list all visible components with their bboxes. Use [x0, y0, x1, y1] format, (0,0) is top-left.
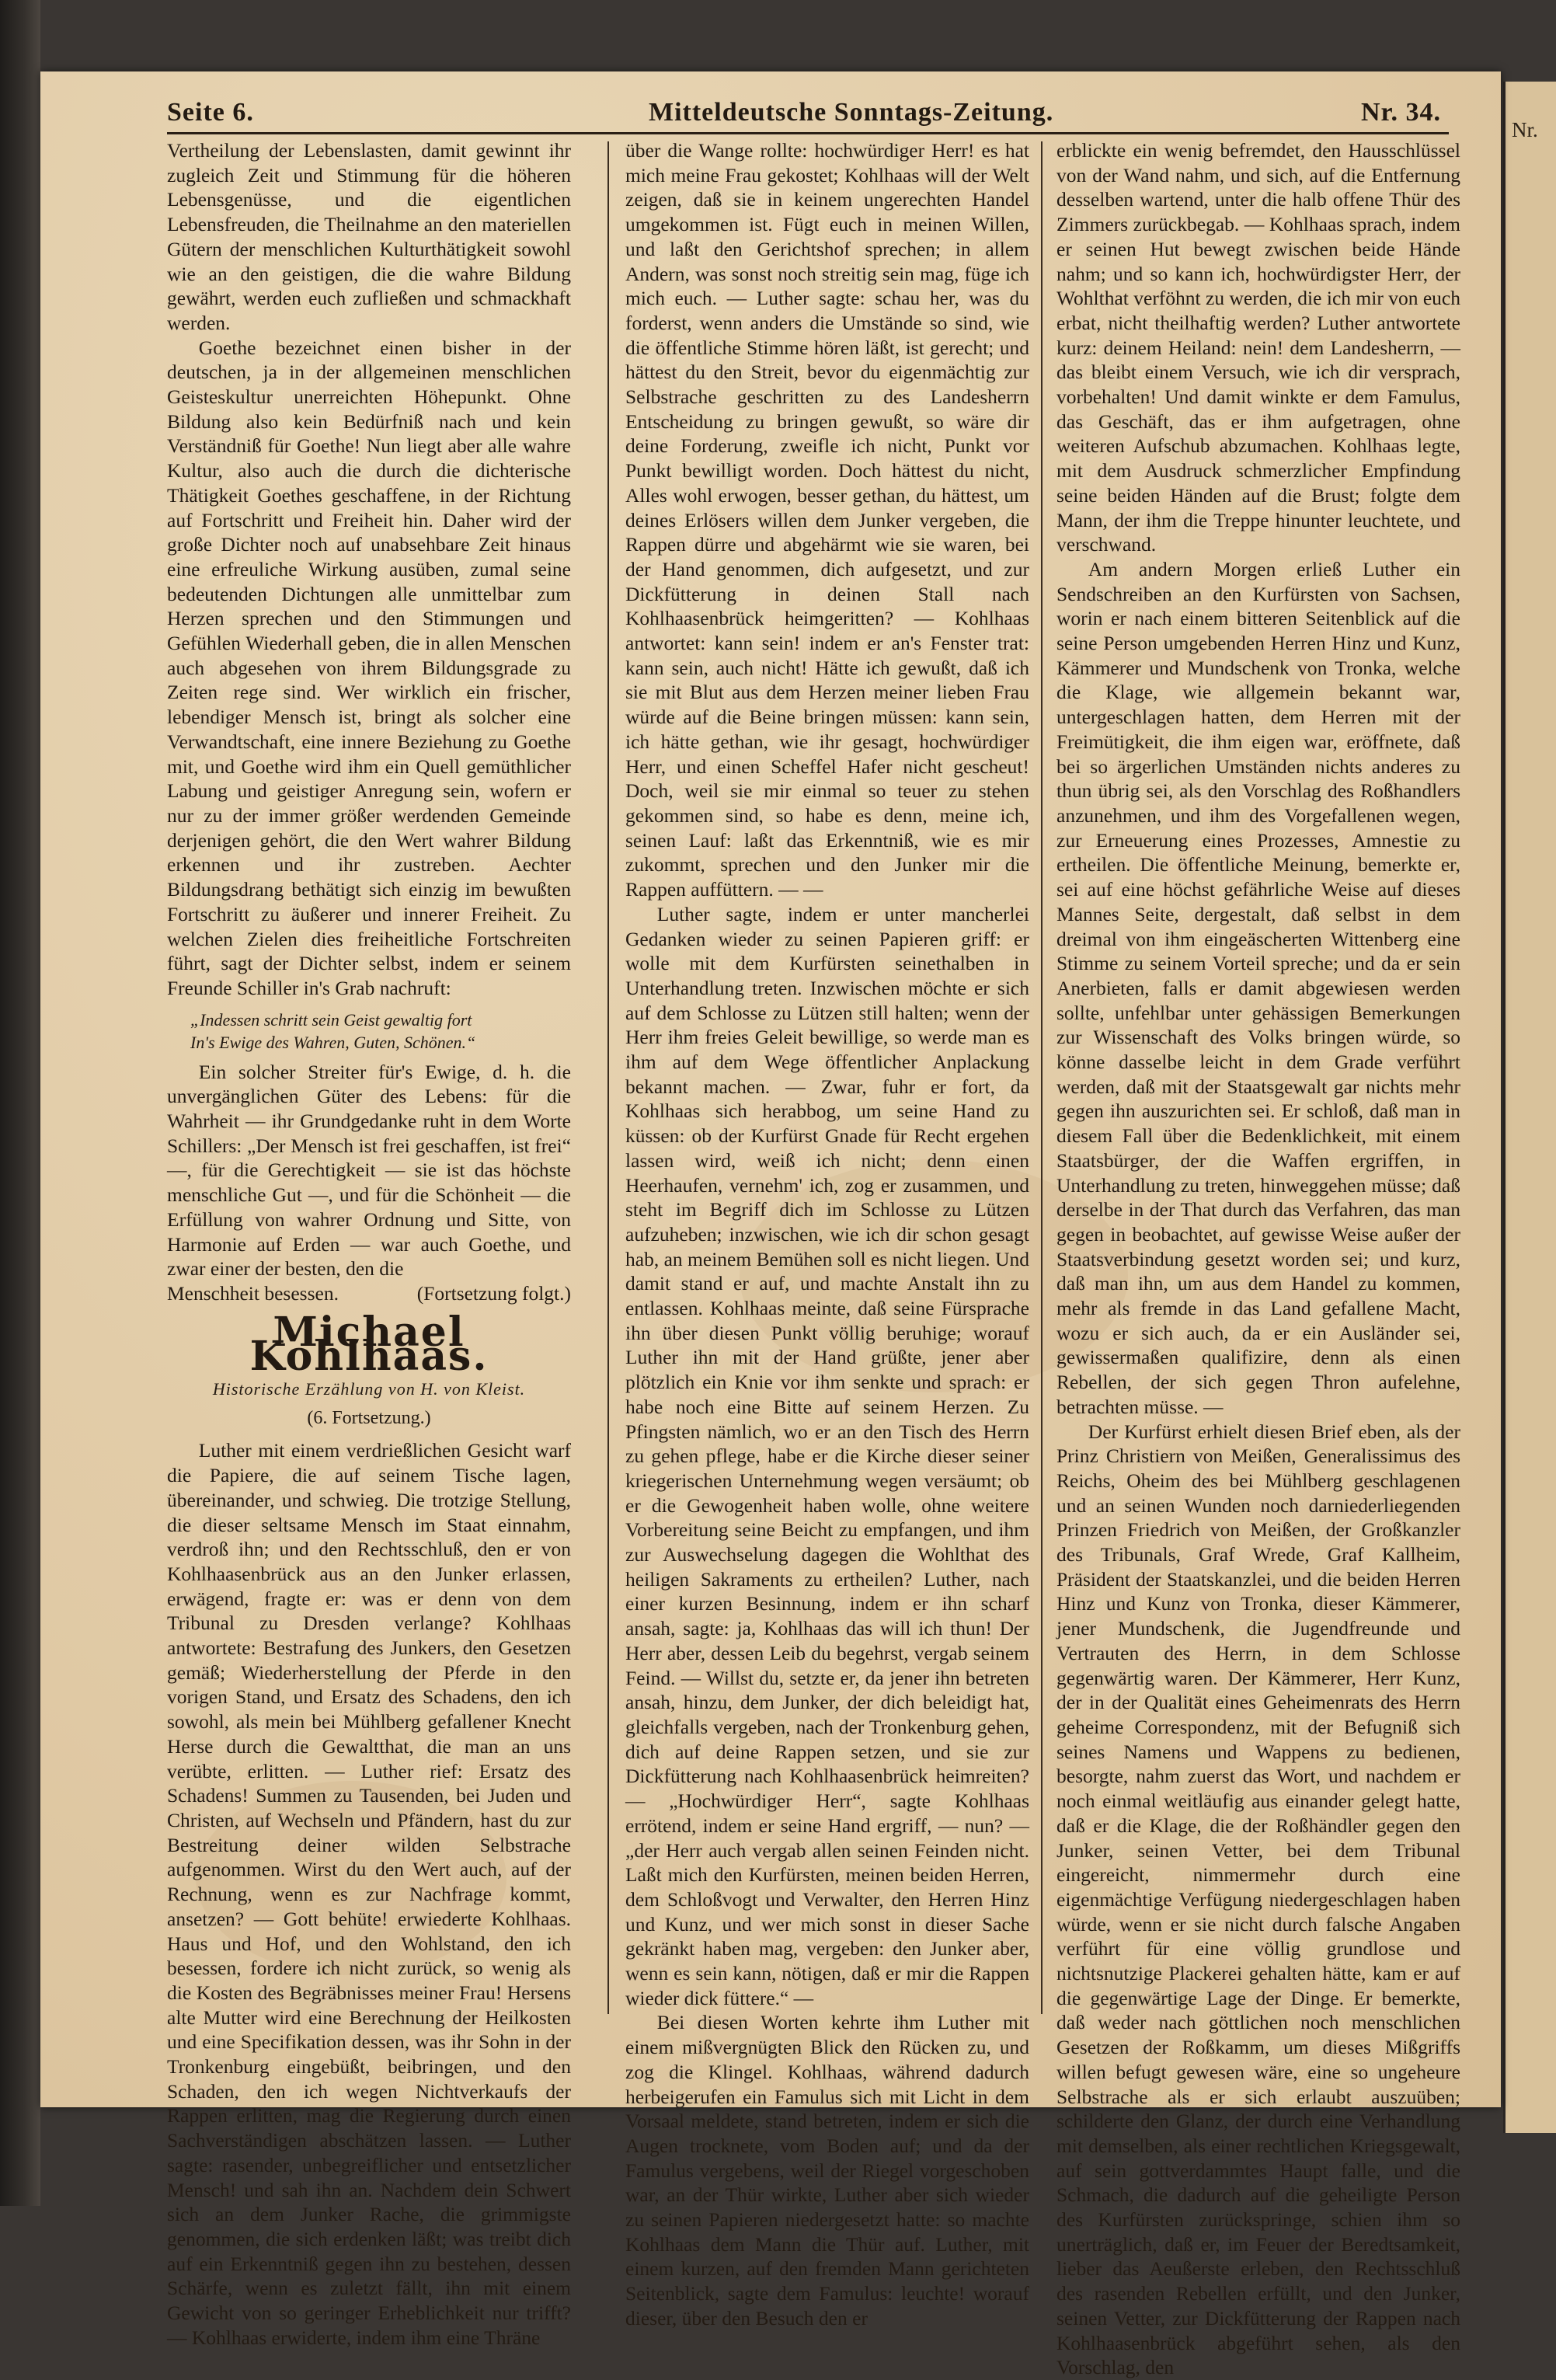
- column-3: [1056, 138, 1460, 2379]
- story-paragraph: über die Wange rollte: hochwürdiger Herr! es hat mich meine Frau gekostet; Kohlhaas will der Welt zeigen, daß sie in keinem ungerechten Handel umgekommen ist. Fügt euch in meinen Willen, und laßt den Gerichtshof sprechen; in allem Andern, was sonst noch streitig sein mag, füge ich mich euch. — Luther sagte: schau her, was du forderst, wenn anders die Umstände so sind, wie die öffentliche Stimme hören läßt, ist gerecht; und hättest du den Streit, bevor du eigenmächtig zur Selbstrache geschritten zu des Landesherrn Entscheidung zu bringen gewußt, so wäre dir deine Forderung, zweifle ich nicht, Punkt vor Punkt bewilligt worden. Doch hättest du nicht, Alles wohl erwogen, besser gethan, du hättest, um deines Erlösers willen dem Junker vergeben, die Rappen dürre und abgehärmt wie sie waren, bei der Hand genommen, dich aufgesetzt, und zur Dickfütterung in deinen Stall nach Kohlhaasenbrück heimgeritten? — Kohlhaas antwortet: kann sein! indem er an's Fenster trat: kann sein, auch nicht! Hätte ich gewußt, daß ich sie mit Blut aus dem Herzen meiner lieben Frau würde auf die Beine bringen müssen: kann sein, ich hätte gethan, wie ihr gesagt, hochwürdiger Herr, und einen Scheffel Hafer nicht gescheut! Doch, weil sie mir einmal so teuer zu stehen gekommen sind, so habe es denn, meine ich, seinen Lauf: laßt das Erkenntniß, wie es mir zukommt, sprechen und den Junker mir die Rappen auffüttern. — —: [625, 139, 1029, 901]
- book-spine: [0, 0, 40, 2206]
- article-paragraph: Vertheilung der Lebenslasten, damit gewinnt ihr zugleich Zeit und Stimmung für die höheren Lebensgenüsse, und die eigentlichen Lebensfreuden, die Theilnahme an den materiellen Gütern der menschlichen Kulturthätigkeit sowohl wie an den geistigen, die die wahre Bildung gewährt, werden euch zufließen und schmackhaft werden.: [167, 139, 571, 334]
- signoff-text: Menschheit besessen.: [167, 1281, 339, 1305]
- poem-quote: [190, 1009, 571, 1054]
- story-installment: (6. Fortsetzung.): [307, 1407, 431, 1428]
- story-paragraph: erblickte ein wenig befremdet, den Hausschlüssel von der Wand nahm, und sich, auf die Entfernung desselben wartend, unter die halb offene Thür des Zimmers zurückbegab. — Kohlhaas sprach, indem er seinen Hut bewegt zwischen beide Hände nahm; und so kann ich, hochwürdigster Herr, der Wohlthat verföhnt zu werden, die ich mir von euch erbat, nicht theilhaftig werden? Luther antwortete kurz: deinem Heiland: nein! dem Landesherrn, — das bleibt einem Versuch, wie ich dir versprach, vorbehalten! Und damit winkte er dem Famulus, das Geschäft, das er ihm aufgetragen, ohne weiteren Aufschub abzumachen. Kohlhaas legte, mit dem Ausdruck schmerzlicher Empfindung seine beiden Händen auf die Brust; folgte dem Mann, der ihm die Treppe hinunter leuchtete, und verschwand.: [1056, 139, 1460, 556]
- newspaper-title: Mitteldeutsche Sonntags-Zeitung.: [649, 98, 1054, 127]
- issue-number: Nr. 34.: [1360, 98, 1441, 127]
- adjacent-page-number: Nr.: [1512, 118, 1538, 141]
- adjacent-page-edge: [1503, 82, 1556, 2133]
- column-1: [167, 138, 571, 2349]
- story-title: Michael Kohlhaas.: [249, 1308, 489, 1381]
- quote-line: „Indessen schritt sein Geist gewaltig fort: [190, 1009, 472, 1030]
- page-header: [167, 93, 1449, 134]
- continued-note: (Fortsetzung folgt.): [416, 1281, 571, 1305]
- article-paragraph: Ein solcher Streiter für's Ewige, d. h. die unvergänglichen Güter des Lebens: für die Wahrheit — ihr Grundgedanke ruht in dem Worte Schillers: „Der Mensch ist frei geschaffen, ist frei“ —, für die Gerechtigkeit — sie ist das höchste menschliche Gut —, und für die Schönheit — die Erfüllung von wahrer Ordnung und Sitte, von Harmonie auf Erden — war auch Goethe, und zwar einer der besten, den die: [167, 1060, 571, 1281]
- article-paragraph: Goethe bezeichnet einen bisher in der deutschen, ja in der allgemeinen menschlichen Geisteskultur unerreichten Höhepunkt. Ohne Bildung also kein Bedürfniß nach und kein Verständniß für Goethe! Nun liegt aber alle wahre Kultur, also auch die durch die dichterische Thätigkeit Goethes geschaffene, in der Richtung auf Fortschritt und Freiheit hin. Daher wird der große Dichter noch auf unabsehbare Zeit hinaus eine erfreuliche Wirkung ausüben, zumal seine bedeutenden Dichtungen alle unmittelbar zum Herzen sprechen und den Stimmungen und Gefühlen Wiederhall geben, die in allen Menschen auch abgesehen von ihrem Bildungsgrade zu Zeiten rege sind. Wer wirklich ein frischer, lebendiger Mensch ist, bringt als solcher eine Verwandtschaft, eine innere Beziehung zu Goethe mit, und Goethe wird ihm ein Quell gemüthlicher Labung und geistiger Anregung sein, wofern er nur zu der immer größer werdenden Gemeinde derjenigen gehört, die den Wert wahrer Bildung erkennen und ihr zustreben. Aechter Bildungsdrang bethätigt sich einzig im bewußten Fortschritt zu äußerer und innerer Freiheit. Zu welchen Zielen dies freiheitliche Fortschreiten führt, sagt der Dichter selbst, indem er seinem Freunde Schiller in's Grab nachruft:: [167, 336, 571, 999]
- article-signoff: [167, 1281, 571, 1306]
- story-paragraph: Am andern Morgen erließ Luther ein Sendschreiben an den Kurfürsten von Sachsen, worin er nach einem bitteren Seitenblick auf die seine Person umgebenden Herren Hinz und Kunz, Kämmerer und Mundschenk von Tronka, welche die Klage, wie allgemein bekannt war, untergeschlagen hatten, dem Herren mit der Freimütigkeit, die ihm eigen war, eröffnete, daß bei so ärgerlichen Umständen nichts anderes zu thun übrig sei, als den Vorschlag des Roßhandlers anzunehmen, und ihm des Vorgefallenen wegen, zur Erneuerung eines Prozesses, Amnestie zu ertheilen. Die öffentliche Meinung, bemerkte er, sei auf eine höchst gefährliche Weise auf dieses Mannes Seite, dergestalt, daß selbst in dem dreimal von ihm eingeäscherten Wittenberg eine Stimme zu seinem Vorteil spreche; und da er sein Anerbieten, falls er damit abgewiesen werden sollte, unfehlbar unter gehässigen Bemerkungen zur Wissenschaft des Volks bringen würde, so könne dasselbe leicht in dem Grade verführt werden, daß mit der Staatsgewalt gar nichts mehr gegen ihn auszurichten sei. Er schloß, daß man in diesem Fall über die Bedenklichkeit, mit einem Staatsbürger, der die Waffen ergriffen, in Unterhandlung zu treten, hinweggehen müsse; daß derselbe in der That durch das Verfahren, das man gegen in beobachtet, auf gewisse Weise außer der Staatsverbindung gesetzt worden sei; und kurz, daß man ihn, um aus dem Handel zu kommen, mehr als fremde in das Land gefallene Macht, wozu er sich auch, da er ein Ausländer sei, gewissermaßen qualifizire, denn als einen Rebellen, der sich gegen Thron aufelehne, betrachten müsse. —: [1056, 557, 1460, 1418]
- story-paragraph: Luther sagte, indem er unter mancherlei Gedanken wieder zu seinen Papieren griff: er wolle mit dem Kurfürsten seinethalben in Unterhandlung treten. Inzwischen möchte er sich auf dem Schlosse zu Lützen still halten; wenn der Herr ihm freies Geleit bewillige, so werde man es ihm auf dem Wege öffentlicher Anplackung bekannt machen. — Zwar, fuhr er fort, da Kohlhaas sich herabbog, um seine Hand zu küssen: ob der Kurfürst Gnade für Recht ergehen lassen wird, weiß ich nicht; denn einen Heerhaufen, vernehm' ich, zog er zusammen, und steht im Begriff dich im Schlosse zu Lützen aufzuheben; inzwischen, wie ich dir schon gesagt hab, an meinem Bemühen soll es nicht liegen. Und damit stand er auf, und machte Anstalt ihn zu entlassen. Kohlhaas meinte, daß seine Fürsprache ihn über diesen Punkt völlig beruhige; worauf Luther ihn mit der Hand grüßte, jener aber plötzlich ein Knie vor ihm senkte und sprach: er habe noch eine Bitte auf seinem Herzen. Zu Pfingsten nämlich, wo er an den Tisch des Herrn zu gehen pflege, habe er die Kirche dieser seiner kriegerischen Unternehmung wegen versäumt; ob er die Gewogenheit haben wolle, ohne weitere Vorbereitung seine Beicht zu empfangen, und ihm zur Auswechselung dagegen die Wohlthat des heiligen Sakraments zu ertheilen? Luther, nach einer kurzen Besinnung, indem er ihn scharf ansah, sagte: ja, Kohlhaas das will ich thun! Der Herr aber, dessen Leib du begehrst, vergab seinem Feind. — Willst du, setzte er, da jener ihn betreten ansah, hinzu, dem Junker, der dich beleidigt hat, gleichfalls vergeben, nach der Tronkenburg gehen, dich auf deine Rappen setzen, und sie zur Dickfütterung nach Kohlhaasenbrück heimreiten? — „Hochwürdiger Herr“, sagte Kohlhaas errötend, indem er seine Hand ergriff, — nun? — „der Herr auch vergab allen seinen Feinden nicht. Laßt mich den Kurfürsten, meinen beiden Herren, dem Schloßvogt und Verwalter, den Herren Hinz und Kunz, und wer mich sonst in dieser Sache gekränkt haben mag, vergeben: den Junker aber, wenn es sein kann, nötigen, daß er mir die Rappen wieder dick füttere.“ —: [625, 902, 1029, 2009]
- column-rule: [1041, 141, 1043, 2014]
- story-paragraph: Bei diesen Worten kehrte ihm Luther mit einem mißvergnügten Blick den Rücken zu, und zog die Klingel. Kohlhaas, während dadurch herbeigerufen ein Famulus sich mit Licht in dem Vorsaal meldete, stand betreten, indem er sich die Augen trocknete, vom Boden auf; und da der Famulus vergebens, weil der Riegel vorgeschoben war, an der Thür wirkte, Luther aber sich wieder zu seinen Papieren niedergesetzt hatte: so machte Kohlhaas dem Mann die Thür auf. Luther, mit einem kurzen, auf den fremden Mann gerichteten Seitenblick, sagte dem Famulus: leuchte! worauf dieser, über den Besuch den er: [625, 2011, 1029, 2329]
- story-subtitle: Historische Erzählung von H. von Kleist.: [212, 1379, 526, 1399]
- page-number: Seite 6.: [167, 98, 254, 127]
- quote-line: In's Ewige des Wahren, Guten, Schönen.“: [190, 1032, 476, 1052]
- column-2: [625, 138, 1029, 2329]
- column-rule: [607, 141, 609, 2014]
- story-paragraph: Der Kurfürst erhielt diesen Brief eben, als der Prinz Christiern von Meißen, Generalissimus des Reichs, Oheim des bei Mühlberg geschlagenen und an seinen Wunden noch darniederliegenden Prinzen Friedrich von Meißen, der Großkanzler des Tribunals, Graf Wrede, Graf Kallheim, Präsident der Staatskanzlei, und die beiden Herren Hinz und Kunz von Tronka, dieser Kämmerer, jener Mundschenk, die Jugendfreunde und Vertrauten des Herrn, in dem Schlosse gegenwärtig waren. Der Kämmerer, Herr Kunz, der in der Qualität eines Geheimenrats des Herrn geheime Correspondenz, mit der Befugniß sich seines Namens und Wappens zu bedienen, besorgte, nahm zuerst das Wort, und nachdem er noch einmal weitläufig aus einander gelegt hatte, daß er die Klage, die der Roßhändler gegen den Junker, seinen Vetter, bei dem Tribunal eingereicht, nimmermehr durch eine eigenmächtige Verfügung niedergeschlagen haben würde, wenn er sie nicht durch falsche Angaben verführt für eine völlig grundlose und nichtsnutzige Plackerei gehalten hätte, kam er auf die gegenwärtige Lage der Dinge. Er bemerkte, daß weder nach göttlichen noch menschlichen Gesetzen der Roßkamm, um dieses Mißgriffs willen befugt gewesen wäre, eine so ungeheure Selbstrache als er sich erlaubt auszuüben; schilderte den Glanz, der durch eine Verhandlung mit demselben, als einer rechtlichen Kriegsgewalt, auf sein gottverdammtes Haupt falle, und die Schmach, die dadurch auf die geheiligte Person des Kurfürsten zurückspringe, schien ihm so unerträglich, daß er, im Feuer der Beredtsamkeit, lieber das Aeußerste erleben, den Rechtsschluß des rasenden Rebellen erfüllt, und den Junker, seinen Vetter, zur Dickfütterung der Rappen nach Kohlhaasenbrück abgeführt sehen, als den Vorschlag, den: [1056, 1420, 1460, 2379]
- story-paragraph: Luther mit einem verdrießlichen Gesicht warf die Papiere, die auf seinem Tische lagen, übereinander, und schwieg. Die trotzige Stellung, die dieser seltsame Mensch im Staat einnahm, verdroß ihn; und den Rechtsschluß, den er von Kohlhaasenbrück aus an den Junker erlassen, erwägend, fragte er: was er denn von dem Tribunal zu Dresden verlange? Kohlhaas antwortete: Bestrafung des Junkers, den Gesetzen gemäß; Wiederherstellung der Pferde in den vorigen Stand, und Ersatz des Schadens, den ich sowohl, als mein bei Mühlberg gefallener Knecht Herse durch die Gewaltthat, die man an uns verübte, erlitten. — Luther rief: Ersatz des Schadens! Summen zu Tausenden, bei Juden und Christen, auf Wechseln und Pfändern, hast du zur Bestreitung deiner wilden Selbstrache aufgenommen. Wirst du den Wert auch, auf der Rechnung, wenn es zur Nachfrage kommt, ansetzen? — Gott behüte! erwiederte Kohlhaas. Haus und Hof, und den Wohlstand, den ich besessen, fordere ich nicht zurück, so wenig als die Kosten des Begräbnisses meiner Frau! Hersens alte Mutter wird eine Berechnung der Heilkosten und eine Specifikation dessen, was ihr Sohn in der Tronkenburg eingebüßt, beibringen, und den Schaden, den ich wegen Nichtverkaufs der Rappen erlitten, mag die Regierung durch einen Sachverständigen abschätzen lassen. — Luther sagte: rasender, unbegreiflicher und entsetzlicher Mensch! und sah ihn an. Nachdem dein Schwert sich an dem Junker Rache, die grimmigste genommen, die sich erdenken läßt; was treibt dich auf ein Erkenntniß gegen ihn zu bestehen, dessen Schärfe, wenn es zuletzt fällt, ihn mit einem Gewicht von so geringer Erheblichkeit nur trifft? — Kohlhaas erwiderte, indem ihm eine Thräne: [167, 1439, 571, 2349]
